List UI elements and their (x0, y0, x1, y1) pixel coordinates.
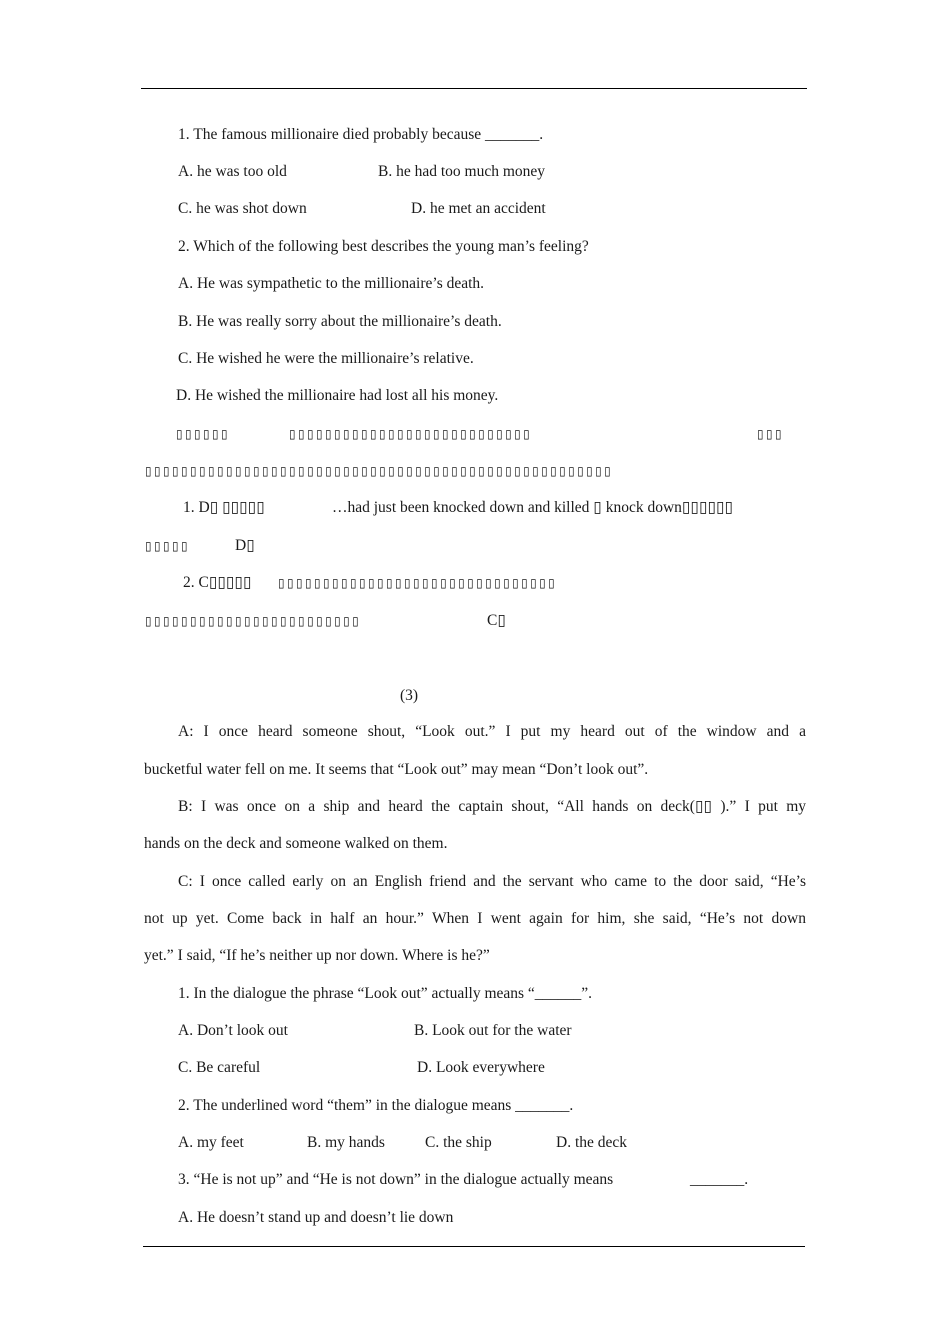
s2-q2-stem: 2. Which of the following best describes the young man’s feeling? (178, 238, 589, 255)
dialogue-c-line2: not up yet. Come back in half an hour.” When I went again for him, she said, “He’s not down (144, 910, 806, 927)
analysis-line1-b: ▯▯▯▯▯▯▯▯▯▯▯▯▯▯▯▯▯▯▯▯▯▯▯▯▯▯▯ (289, 427, 533, 441)
answer1-line2-a: ▯▯▯▯▯ (145, 539, 191, 553)
s2-q1-stem: 1. The famous millionaire died probably because _______. (178, 126, 544, 143)
answer2-line2-b: C▯ (487, 612, 506, 629)
s2-q1-option-c: C. he was shot down (178, 200, 307, 217)
dialogue-c-line1: C: I once called early on an English friend and the servant who came to the door said, “He’s (178, 873, 806, 890)
s3-q2-option-d: D. the deck (556, 1134, 628, 1151)
analysis-line1-c: ▯▯▯ (757, 427, 785, 441)
s3-q3-option-a: A. He doesn’t stand up and doesn’t lie down (178, 1209, 454, 1226)
s3-q1-option-a: A. Don’t look out (178, 1022, 288, 1039)
dialogue-c-line3: yet.” I said, “If he’s neither up nor down. Where is he?” (144, 947, 490, 964)
answer1-line2-b: D▯ (235, 537, 255, 554)
analysis-line1-a: ▯▯▯▯▯▯ (176, 427, 231, 441)
s2-q1-option-a: A. he was too old (178, 163, 287, 180)
s3-q2-option-c: C. the ship (425, 1134, 492, 1151)
s2-q2-option-b: B. He was really sorry about the millionaire’s death. (178, 313, 502, 330)
s2-q2-option-a: A. He was sympathetic to the millionaire’s death. (178, 275, 485, 292)
dialogue-a-line1: A: I once heard someone shout, “Look out.” I put my heard out of the window and a (178, 723, 806, 740)
answer2-line2-a: ▯▯▯▯▯▯▯▯▯▯▯▯▯▯▯▯▯▯▯▯▯▯▯▯ (145, 614, 362, 628)
s3-q3-stem: 3. “He is not up” and “He is not down” in the dialogue actually means (178, 1171, 614, 1188)
s3-q2-stem: 2. The underlined word “them” in the dialogue means _______. (178, 1097, 574, 1114)
answer1-text: …had just been knocked down and killed ▯ knock down▯▯▯▯▯▯ (332, 499, 734, 516)
analysis-line2: ▯▯▯▯▯▯▯▯▯▯▯▯▯▯▯▯▯▯▯▯▯▯▯▯▯▯▯▯▯▯▯▯▯▯▯▯▯▯▯▯▯▯▯▯▯▯▯▯▯▯▯▯ (145, 464, 614, 478)
s3-q1-option-b: B. Look out for the water (414, 1022, 572, 1039)
answer1-label: 1. D▯ ▯▯▯▯▯ (183, 499, 265, 516)
dialogue-b-line1: B: I was once on a ship and heard the captain shout, “All hands on deck(▯▯ ).” I put my (178, 798, 806, 815)
s3-q2-option-a: A. my feet (178, 1134, 244, 1151)
header-rule (141, 88, 807, 89)
footer-rule (143, 1246, 805, 1247)
s2-q1-option-b: B. he had too much money (378, 163, 546, 180)
s3-q1-stem: 1. In the dialogue the phrase “Look out” actually means “______”. (178, 985, 593, 1002)
answer2-label: 2. C▯▯▯▯▯ (183, 574, 252, 591)
s3-q1-option-c: C. Be careful (178, 1059, 261, 1076)
dialogue-a-line2: bucketful water fell on me. It seems that “Look out” may mean “Don’t look out”. (144, 761, 649, 778)
s2-q1-option-d: D. he met an accident (411, 200, 546, 217)
s3-q2-option-b: B. my hands (307, 1134, 385, 1151)
s3-q3-blank: _______. (690, 1171, 749, 1188)
dialogue-b-line2: hands on the deck and someone walked on them. (144, 835, 448, 852)
section-heading: (3) (400, 687, 419, 704)
s2-q2-option-d: D. He wished the millionaire had lost all his money. (176, 387, 499, 404)
s3-q1-option-d: D. Look everywhere (417, 1059, 545, 1076)
answer2-text: ▯▯▯▯▯▯▯▯▯▯▯▯▯▯▯▯▯▯▯▯▯▯▯▯▯▯▯▯▯▯▯ (278, 576, 558, 590)
s2-q2-option-c: C. He wished he were the millionaire’s relative. (178, 350, 474, 367)
